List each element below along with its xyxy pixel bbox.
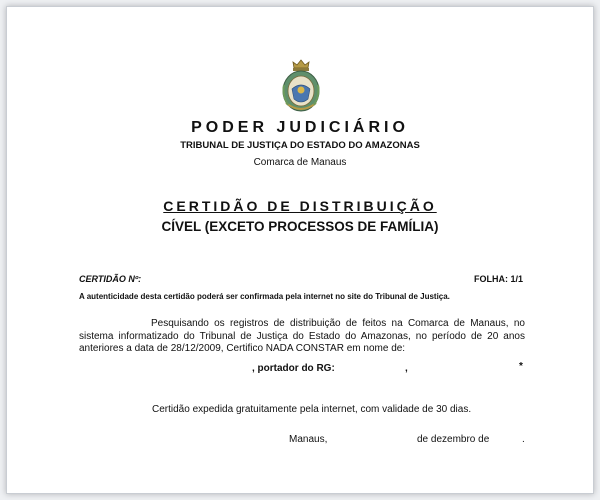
date-period: . (522, 434, 525, 445)
validity-text: Certidão expedida gratuitamente pela internet, com validade de 30 dias. (152, 404, 472, 415)
poder-judiciario-heading: PODER JUDICIÁRIO (191, 119, 409, 136)
document-page (6, 6, 594, 494)
certificate-subtitle: CÍVEL (EXCETO PROCESSOS DE FAMÍLIA) (161, 219, 439, 234)
separator-comma: , (405, 363, 408, 374)
search-paragraph-text: Pesquisando os registros de distribuição de feitos na Comarca de Manaus, no sistema informatizado do Tribunal de Justiça do Estado do Amazonas, no período de 20 anos anteriores a data de 28/12/2009, Certifico NADA CONSTAR em nome de: (79, 318, 525, 354)
tribunal-heading: TRIBUNAL DE JUSTIÇA DO ESTADO DO AMAZONAS (180, 140, 420, 151)
court-crest-icon (280, 59, 322, 115)
asterisk-mark: * (519, 361, 523, 372)
city-label: Manaus, (289, 434, 328, 445)
comarca-heading: Comarca de Manaus (253, 157, 347, 168)
authenticity-note: A autenticidade desta certidão poderá ser confirmada pela internet no site do Tribunal de Justiça. (79, 292, 450, 301)
folha-label: FOLHA: 1/1 (473, 274, 523, 284)
certificate-number-label: CERTIDÃO Nº: (79, 274, 142, 284)
certificate-title: CERTIDÃO DE DISTRIBUIÇÃO (163, 198, 437, 214)
search-paragraph (79, 318, 525, 356)
month-label: de dezembro de (417, 434, 490, 445)
portador-rg-label: , portador do RG: (252, 363, 335, 374)
